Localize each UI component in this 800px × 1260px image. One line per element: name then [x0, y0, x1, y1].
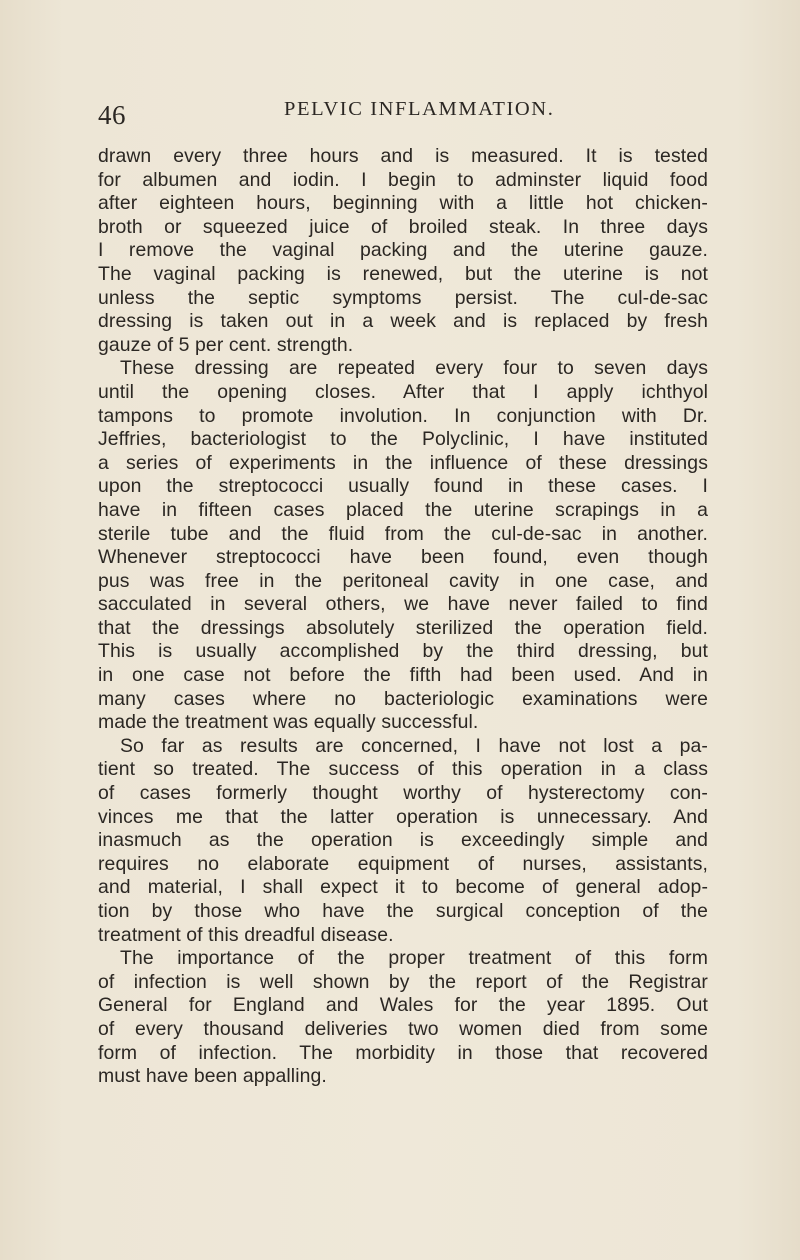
text-line: after eighteen hours, beginning with a little hot chicken-: [98, 192, 708, 215]
text-line: treatment of this dreadful disease.: [98, 923, 394, 946]
text-line: a series of experiments in the influence of these dressings: [98, 451, 708, 474]
text-line: tion by those who have the surgical conception of the: [98, 900, 708, 922]
text-line: The vaginal packing is renewed, but the uterine is not: [98, 262, 708, 285]
text-line: of infection is well shown by the report of the Registrar: [98, 970, 708, 993]
text-line: drawn every three hours and is measured. It is tested: [98, 145, 708, 167]
text-line: tient so treated. The success of this operation in a class: [98, 758, 708, 781]
text-line: broth or squeezed juice of broiled steak. In three days: [98, 215, 708, 238]
text-line: inasmuch as the operation is exceedingly simple and: [98, 829, 708, 852]
text-line: General for England and Wales for the year 1895. Out: [98, 994, 708, 1017]
text-line: I remove the vaginal packing and the uterine gauze.: [98, 239, 708, 262]
text-line: that the dressings absolutely sterilized the operation field.: [98, 616, 708, 639]
text-line: unless the septic symptoms persist. The cul-de-sac: [98, 286, 708, 309]
text-line: Jeffries, bacteriologist to the Polyclinic, I have instituted: [98, 428, 708, 451]
text-line: Whenever streptococci have been found, even though: [98, 546, 708, 569]
text-line: upon the streptococci usually found in these cases. I: [98, 475, 708, 498]
text-line: sterile tube and the fluid from the cul-de-sac in another.: [98, 522, 708, 545]
text-line: of every thousand deliveries two women died from some: [98, 1017, 708, 1040]
text-line: vinces me that the latter operation is unnecessary. And: [98, 805, 708, 828]
page-number: 46: [98, 100, 126, 130]
running-head: PELVIC INFLAMMATION.: [284, 98, 555, 120]
text-line: form of infection. The morbidity in those that recovered: [98, 1041, 708, 1064]
text-line: gauze of 5 per cent. strength.: [98, 333, 354, 356]
text-line: until the opening closes. After that I apply ichthyol: [98, 380, 708, 403]
text-line: many cases where no bacteriologic examinations were: [98, 687, 708, 710]
text-line: and material, I shall expect it to become of general adop-: [98, 876, 708, 899]
text-line: sacculated in several others, we have never failed to find: [98, 593, 708, 616]
text-line: in one case not before the fifth had been used. And in: [98, 664, 708, 687]
body-text: [98, 145, 708, 1089]
text-line: pus was free in the peritoneal cavity in one case, and: [98, 569, 708, 592]
text-line: tampons to promote involution. In conjunction with Dr.: [98, 404, 708, 427]
text-line: for albumen and iodin. I begin to adminster liquid food: [98, 168, 708, 191]
text-line: The importance of the proper treatment of this form: [120, 947, 708, 970]
text-line: made the treatment was equally successful.: [98, 711, 479, 734]
page-header: [0, 96, 800, 136]
text-line: This is usually accomplished by the third dressing, but: [98, 640, 708, 663]
text-line: must have been appalling.: [98, 1065, 327, 1088]
text-line: requires no elaborate equipment of nurses, assistants,: [98, 852, 708, 875]
text-line: These dressing are repeated every four to seven days: [120, 357, 708, 380]
text-line: of cases formerly thought worthy of hysterectomy con-: [98, 782, 708, 805]
text-line: So far as results are concerned, I have not lost a pa-: [120, 734, 708, 757]
text-line: dressing is taken out in a week and is replaced by fresh: [98, 310, 708, 333]
text-line: have in fifteen cases placed the uterine scrapings in a: [98, 498, 708, 521]
